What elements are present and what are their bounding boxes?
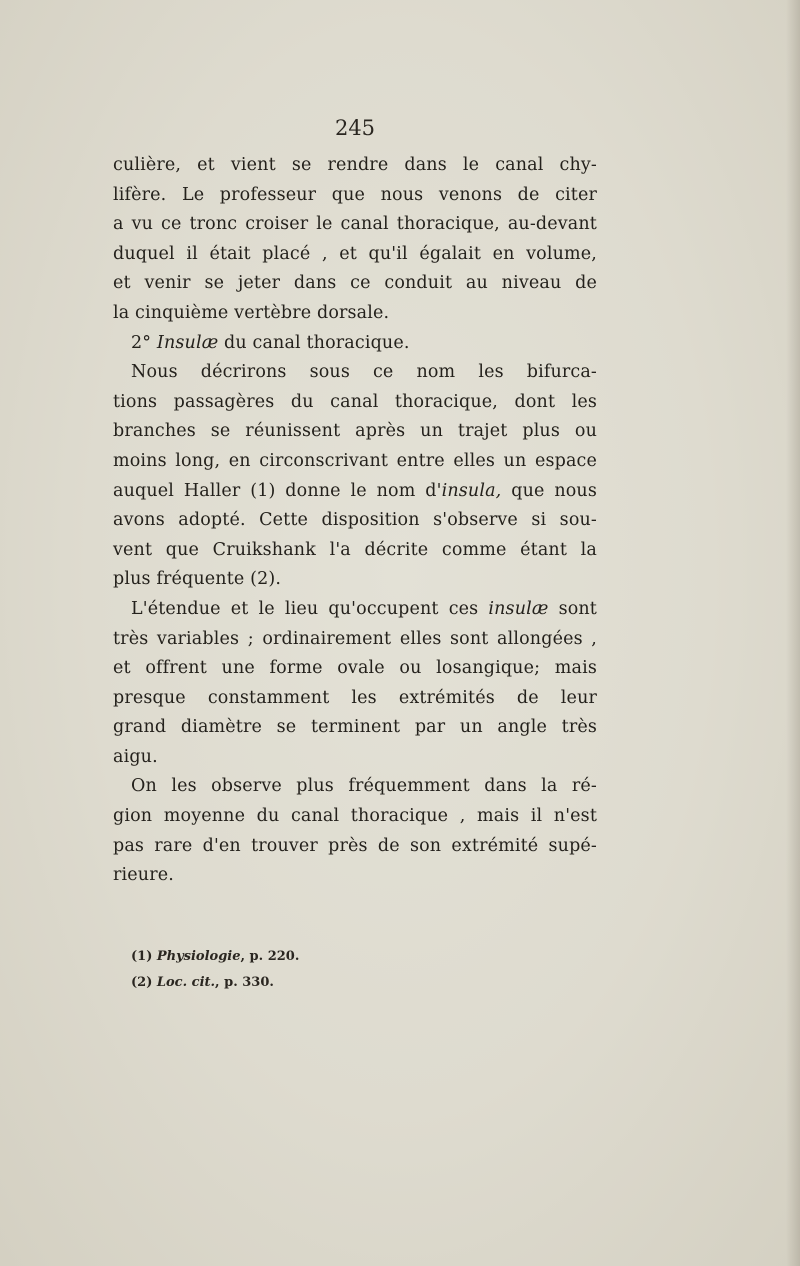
text-line: rieure.: [113, 865, 174, 886]
text-line: et offrent une forme ovale ou losangique; mais: [113, 658, 597, 679]
text-line: grand diamètre se terminent par un angle très: [113, 717, 597, 738]
text-line: duquel il était placé , et qu'il égalait en volume,: [113, 243, 597, 264]
text-line: culière, et vient se rendre dans le canal chy-: [113, 155, 597, 175]
text-line: a vu ce tronc croiser le canal thoracique, au-devant: [113, 214, 597, 235]
text-line: aigu.: [113, 746, 158, 767]
text-line: [113, 595, 597, 625]
text-line: presque constamment les extrémités de leur: [113, 687, 597, 708]
text-line: plus fréquente (2).: [113, 569, 282, 590]
heading-rest: du canal thoracique.: [218, 332, 410, 353]
text-line: pas rare d'en trouver près de son extrémité supé-: [113, 835, 597, 856]
text-line: [113, 477, 597, 507]
footnote-number: (2): [131, 975, 157, 990]
text-line: très variables ; ordinairement elles sont allongées ,: [113, 628, 597, 649]
text-line: On les observe plus fréquemment dans la ré-: [131, 776, 597, 797]
footnotes: [131, 944, 299, 996]
footnote-1: [131, 944, 299, 970]
footnote-page: , p. 330.: [215, 975, 274, 990]
text-line: vent que Cruikshank l'a décrite comme étant la: [113, 539, 597, 560]
text-line: tions passagères du canal thoracique, dont les: [113, 391, 597, 412]
footnote-page: , p. 220.: [240, 949, 300, 964]
heading-number: 2°: [131, 332, 157, 353]
text-line: branches se réunissent après un trajet plus ou: [113, 421, 597, 442]
footnote-2: [131, 970, 299, 996]
heading-italic: Insulæ: [156, 332, 219, 353]
section-heading: [113, 329, 597, 359]
italic-term: insulæ: [488, 598, 549, 619]
text-line: lifère. Le professeur que nous venons de citer: [113, 184, 597, 205]
text-line: gion moyenne du canal thoracique , mais il n'est: [113, 806, 597, 827]
footnote-source: Loc. cit.: [156, 975, 216, 990]
text-line: avons adopté. Cette disposition s'observe si sou-: [113, 510, 597, 531]
text-line: moins long, en circonscrivant entre elles un espace: [113, 450, 597, 471]
page-edge-shadow: [786, 0, 800, 1266]
text-segment: L'étendue et le lieu qu'occupent ces: [131, 598, 489, 619]
page-number: 245: [334, 116, 376, 140]
body-text: [113, 151, 597, 891]
text-line: Nous décrirons sous ce nom les bifurca-: [131, 362, 597, 383]
text-segment: auquel Haller (1) donne le nom d': [113, 480, 442, 501]
text-line: la cinquième vertèbre dorsale.: [113, 302, 390, 323]
footnote-source: Physiologie: [156, 949, 241, 964]
italic-term: insula,: [441, 480, 502, 501]
text-line: et venir se jeter dans ce conduit au niveau de: [113, 273, 597, 294]
text-segment: que nous: [501, 480, 597, 501]
footnote-number: (1): [131, 949, 157, 964]
text-segment: sont: [548, 598, 597, 619]
